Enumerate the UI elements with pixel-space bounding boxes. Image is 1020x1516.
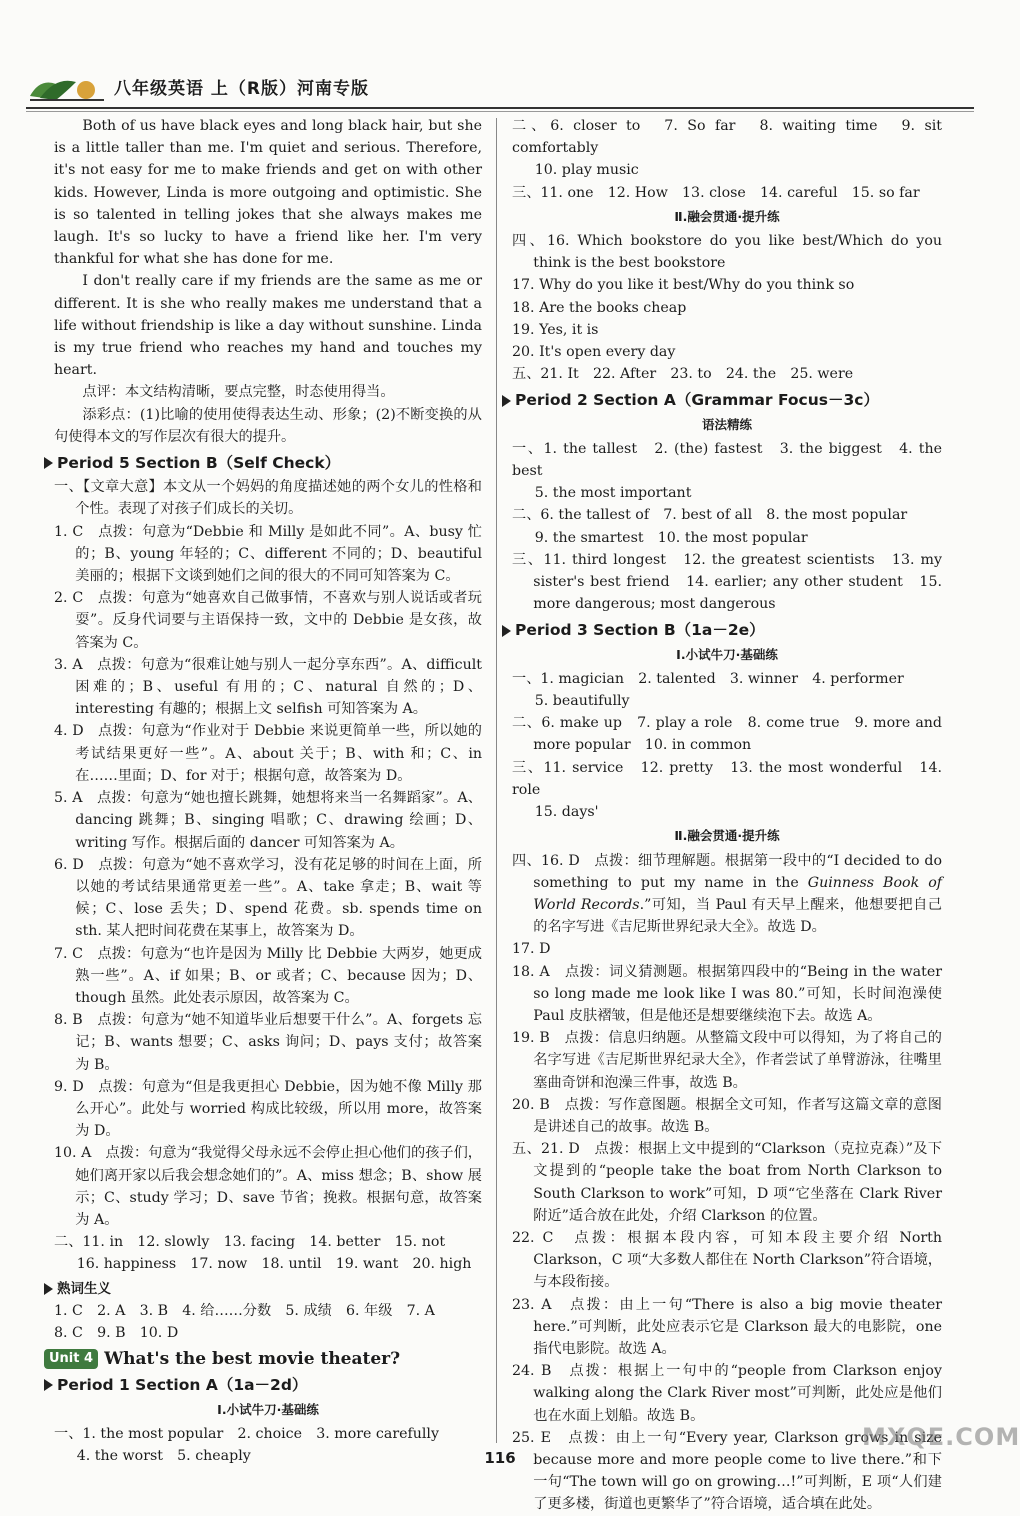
p5-item-6: 6. D 点拨：句意为“她不喜欢学习，没有花足够的时间在上面，所以她的考试结果通常更差一些”。A、take 拿走；B、wait 等候；C、lose 丢失；D、spend 花费。sb. spends time on sth. 某人把时间花费在某事上，故答案为 D。 [54, 856, 482, 940]
p5-item-10: 10. A 点拨：句意为“我觉得父母永远不会停止担心他们的孩子们，她们离开家以后我会想念她们的”。A、miss 想念；B、show 展示；C、study 学习；D、save 节省；挽救。根据句意，故答案为 A。 [54, 1145, 482, 1228]
r-row9: 五、21. It 22. After 23. to 24. the 25. were [512, 366, 854, 383]
q19: 19. B 点拨：信息归纳题。从整篇文段中可以得知，为了将自己的名字写进《吉尼斯世界纪录大全》，作者尝试了单臂游泳，往嘴里塞曲奇饼和泡澡三件事，故选 B。 [512, 1030, 942, 1091]
q22: 22. C 点拨：根据本段内容，可知本段主要介绍 North Clarkson，C 项“大多数人都住在 North Clarkson”符合语境，与本段衔接。 [512, 1229, 942, 1291]
r-row5: 17. Why do you like it best/Why do you think so [512, 277, 855, 294]
r-row4: 四、16. Which bookstore do you like best/Which do you think is the best bookstore [512, 233, 942, 272]
watermark: MXQE.COM [862, 1423, 1020, 1451]
p3-subheading-2: Ⅱ.融会贯通·提升练 [674, 828, 780, 844]
g-row3: 二、6. the tallest of 7. best of all 8. the most popular [512, 507, 908, 524]
unit4-heading [44, 1348, 482, 1370]
page-number: 116 [484, 1449, 516, 1467]
bonus-note: 添彩点：(1)比喻的使用使得表达生动、形象；(2)不断变换的从句使得本文的写作层次有很大的提升。 [54, 406, 482, 445]
brand-logo [26, 74, 108, 104]
p1-row2: 4. the worst 5. cheaply [76, 1447, 251, 1464]
h-row1: 一、1. magician 2. talented 3. winner 4. performer [512, 670, 904, 687]
p5-item-7: 7. C 点拨：句意为“也许是因为 Milly 比 Debbie 大两岁，她更成熟一些”。A、if 如果；B、or 或者；C、because 因为；D、though 虽然。此处表示原因，故答案为 C。 [54, 945, 482, 1006]
period1-heading: Period 1 Section A（1a－2d） [44, 1374, 482, 1396]
r-row1: 二、6. closer to 7. So far 8. waiting time 9. sit comfortably [512, 118, 942, 157]
shuci-row1: 1. C 2. A 3. B 4. 给……分数 5. 成绩 6. 年级 7. A [54, 1302, 435, 1319]
p5-item-5: 5. A 点拨：句意为“她也擅长跳舞，她想将来当一名舞蹈家”。A、dancing 跳舞；B、singing 唱歌；C、drawing 绘画；D、writing 写作。根据后面的 dancer 可知答案为 A。 [54, 790, 482, 851]
h-row5: 15. days' [534, 804, 599, 821]
h-row2: 5. beautifully [534, 693, 630, 710]
r-subheading-2: Ⅱ.融会贯通·提升练 [674, 208, 780, 224]
r-row3: 三、11. one 12. How 13. close 14. careful 15. so far [512, 184, 920, 201]
p5-item-1: 1. C 点拨：句意为“Debbie 和 Milly 是如此不同”。A、busy 忙的；B、young 年轻的；C、different 不同的；D、beautiful 美丽的；根据下文谈到她们之间的很大的不同可知答案为 C。 [54, 523, 482, 585]
review-note: 点评：本文结构清晰，要点完整，时态使用得当。 [82, 384, 395, 401]
column-divider [496, 118, 497, 1443]
shuci-heading: 熟词生义 [44, 1278, 482, 1300]
q18: 18. A 点拨：词义猜测题。根据第四段中的“Being in the water so long made me look like I was 80.”可知，长时间泡澡使 Paul 皮肤褶皱，但是他还是想要继续泡下去。故选 A。 [512, 963, 942, 1024]
g-row1: 一、1. the tallest 2. (the) fastest 3. the biggest 4. the best [512, 440, 942, 480]
book-title: 八年级英语 上（R版）河南专版 [114, 78, 370, 99]
triangle-icon [44, 1379, 53, 1391]
triangle-icon [502, 625, 511, 637]
p3-subheading: Ⅰ.小试牛刀·基础练 [676, 646, 778, 662]
triangle-icon [502, 395, 511, 407]
page-header [26, 74, 369, 104]
unit-title: What's the best movie theater? [104, 1349, 401, 1370]
q25: 25. E 点拨：由上一句“Every year, Clarkson grows in size because more and more people come to live there.”和下一句“The town will go on growing…!”可判断，E 项“人们建了更多楼，街道也更繁华了”符合语境，适合填在此处。 [512, 1429, 942, 1513]
p1-row1: 一、1. the most popular 2. choice 3. more carefully [54, 1425, 439, 1442]
q24: 24. B 点拨：根据上一句中的“people from Clarkson enjoy walking along the Clark River most”可判断，此处应是他们也在水面上划船。故选 B。 [512, 1363, 942, 1424]
p5-part2-row2: 16. happiness 17. now 18. until 19. want 20. high [76, 1256, 472, 1273]
r-row7: 19. Yes, it is [512, 321, 599, 338]
r-row2: 10. play music [534, 162, 639, 179]
header-rule [26, 107, 974, 109]
q16: 四、16. D 点拨：细节理解题。根据第一段中的“I decided to do something to put my name in the Guinness Book of World Records.”可知，当 Paul 有天早上醒来，他想要把自己的名字写进《吉尼斯世界纪录大全》。故选 D。 [512, 852, 942, 936]
triangle-icon [44, 457, 53, 469]
g-row5: 三、11. third longest 12. the greatest scientists 13. my sister's best friend 14. earlier; any other student 15. more dangerous; most dangerous [512, 551, 942, 613]
h-row3: 二、6. make up 7. play a role 8. come true 9. more and more popular 10. in common [512, 715, 942, 754]
g-row2: 5. the most important [534, 485, 692, 502]
q23: 23. A 点拨：由上一句“There is also a big movie theater here.”可判断，此处应表示它是 Clarkson 最大的电影院，one 指代电影院。故选 A。 [512, 1296, 942, 1357]
unit-badge: Unit 4 [44, 1349, 98, 1369]
r-row8: 20. It's open every day [512, 344, 676, 361]
grammar-subheading: 语法精练 [701, 416, 752, 432]
p1-subheading: Ⅰ.小试牛刀·基础练 [217, 1401, 319, 1417]
g-row4: 9. the smartest 10. the most popular [534, 529, 808, 546]
p5-summary: 一、【文章大意】本文从一个妈妈的角度描述她的两个女儿的性格和个性。表现了对孩子们成长的关切。 [54, 479, 482, 518]
p5-part2-row1: 二、11. in 12. slowly 13. facing 14. better 15. not [54, 1234, 446, 1251]
p5-item-3: 3. A 点拨：句意为“很难让她与别人一起分享东西”。A、difficult 困难的；B、useful 有用的；C、natural 自然的；D、interesting 有趣的；根据上文 selfish 可知答案为 A。 [54, 656, 482, 718]
p5-item-9: 9. D 点拨：句意为“但是我更担心 Debbie，因为她不像 Milly 那么开心”。此处与 worried 构成比较级，所以用 more，故答案为 D。 [54, 1078, 482, 1140]
h-row4: 三、11. service 12. pretty 13. the most wonderful 14. role [512, 759, 942, 798]
p5-item-2: 2. C 点拨：句意为“她喜欢自己做事情，不喜欢与别人说话或者玩耍”。反身代词要与主语保持一致，文中的 Debbie 是女孩，故答案为 C。 [54, 590, 482, 651]
shuci-row2: 8. C 9. B 10. D [54, 1324, 179, 1341]
q21: 五、21. D 点拨：根据上文中提到的“Clarkson（克拉克森）”及下文提到的“people take the boat from North Clarkson to South Clarkson to work”可知，D 项“它坐落在 Clark River 附近”适合放在此处，介绍 Clarkson 的位置。 [512, 1141, 942, 1224]
q20: 20. B 点拨：写作意图题。根据全文可知，作者写这篇文章的意图是讲述自己的故事。故选 B。 [512, 1096, 942, 1135]
essay-paragraph-2: I don't really care if my friends are the same as me or different. It is she who really makes me understand that a life without friendship is like a day without sunshine. Linda is my true friend who reaches my hand and touches my heart. [54, 273, 482, 379]
p5-item-8: 8. B 点拨：句意为“她不知道毕业后想要干什么”。A、forgets 忘记；B、wants 想要；C、asks 询问；D、pays 支付；故答案为 B。 [54, 1012, 482, 1073]
q17: 17. D [512, 941, 551, 958]
period2-heading: Period 2 Section A（Grammar Focus－3c） [502, 389, 942, 411]
right-column [512, 115, 942, 1516]
header-rule-thin [26, 111, 974, 112]
left-column [49, 115, 482, 1467]
essay-paragraph-1: Both of us have black eyes and long black hair, but she is a little taller than me. I'm quiet and serious. Therefore, it's not easy for me to make friends and get on with other kids. However, Linda is more outgoing and optimistic. She is so talented in telling jokes that she always makes me laugh. It's so lucky to have a friend like her. I'm very thankful for what she has done for me. [54, 118, 482, 268]
period5-heading: Period 5 Section B（Self Check） [44, 452, 482, 474]
triangle-icon [44, 1283, 53, 1295]
r-row6: 18. Are the books cheap [512, 299, 687, 316]
period3-heading: Period 3 Section B（1a－2e） [502, 619, 942, 641]
p5-item-4: 4. D 点拨：句意为“作业对于 Debbie 来说更简单一些，所以她的考试结果更好一些”。A、about 关于；B、with 和；C、in 在……里面；D、for 对于；根据句意，故答案为 D。 [54, 723, 482, 784]
